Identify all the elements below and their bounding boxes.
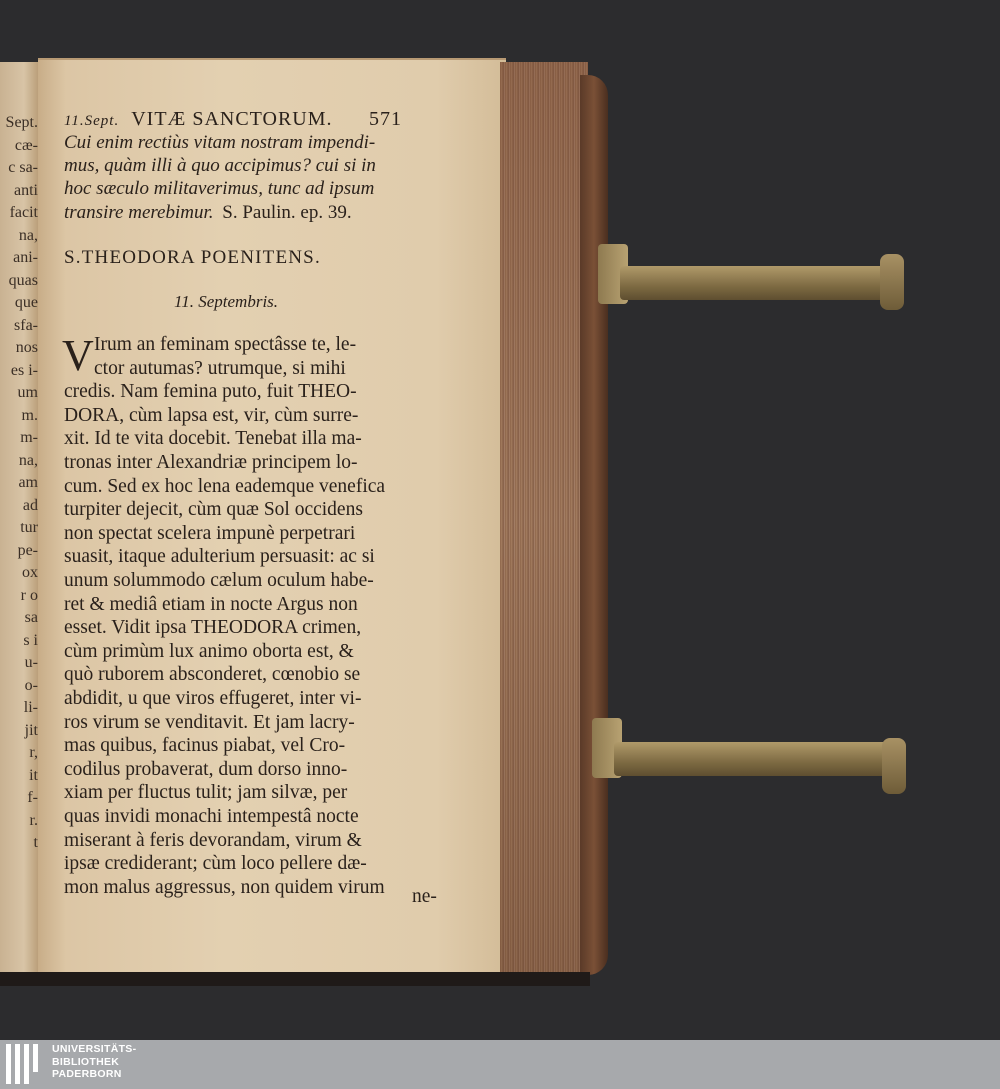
previous-page-fragment: Sept. (5, 114, 38, 131)
page-number: 571 (369, 108, 402, 130)
body-line: xit. Id te vita docebit. Tenebat illa ma- (64, 428, 362, 450)
page-edge-shading (500, 62, 588, 980)
previous-page-fragment: f- (27, 789, 38, 806)
body-line: quas invidi monachi intempestâ nocte (64, 806, 359, 827)
previous-page-fragment: ox (22, 564, 38, 581)
upper-clasp-end (880, 254, 904, 310)
body-line: suasit, itaque adulterium persuasit: ac si (64, 546, 375, 568)
body-line: DORA, cùm lapsa est, vir, cùm surre- (64, 404, 359, 426)
library-footer (0, 1040, 1000, 1089)
previous-page-fragment: t (33, 834, 38, 851)
body-line: unum solummodo cælum oculum habe- (64, 570, 374, 591)
body-line: xiam per fluctus tulit; jam silvæ, per (64, 782, 348, 804)
previous-page-fragment: na, (18, 451, 38, 469)
previous-page-fragment: facit (9, 204, 38, 221)
previous-page-text-fragments (0, 112, 38, 855)
quote-source: S. Paulin. ep. 39. (222, 202, 352, 223)
previous-page-fragment: quas (8, 271, 38, 289)
previous-page-fragment: cæ- (14, 136, 38, 154)
lower-clasp-end (882, 738, 906, 794)
upper-clasp (620, 266, 890, 300)
body-line: esset. Vidit ipsa THEODORA crimen, (64, 617, 362, 639)
book-cover-bottom (0, 972, 590, 986)
previous-page-fragment: li- (23, 699, 38, 716)
body-line: ret & mediâ etiam in nocte Argus non (64, 593, 358, 615)
previous-page-fragment: anti (14, 181, 38, 199)
previous-page-fragment: es i- (10, 361, 38, 379)
previous-page-fragment: ani- (13, 249, 38, 266)
library-name (52, 1043, 136, 1081)
body-line: cum. Sed ex hoc lena eademque venefica (64, 475, 386, 497)
quote-line: Cui enim rectiùs vitam nostram impendi- (64, 132, 376, 153)
previous-page-fragment: na, (18, 226, 38, 244)
body-line: ipsæ crediderant; cùm loco pellere dæ- (64, 853, 367, 875)
library-logo-icon (6, 1044, 44, 1084)
body-line: mon malus aggressus, non quidem virum (64, 876, 385, 898)
lower-clasp (614, 742, 892, 776)
quote-line: transire merebimur. (64, 202, 214, 223)
body-line: non spectat scelera impunè perpetrari (64, 522, 356, 544)
previous-page-edge (0, 62, 40, 972)
previous-page-fragment: am (18, 474, 38, 491)
previous-page-fragment: que (14, 294, 38, 311)
previous-page-fragment: sfa- (14, 316, 38, 334)
book-cover-fore-edge (580, 75, 608, 975)
previous-page-fragment: r, (29, 744, 38, 761)
body-line: ctor autumas? utrumque, si mihi (94, 357, 346, 379)
quote-line: hoc sæculo militaverimus, tunc ad ipsum (64, 178, 375, 199)
quote-line: mus, quàm illi à quo accipimus? cui si in (64, 155, 376, 176)
body-line: abdidit, u que viros effugeret, inter vi- (64, 688, 362, 709)
previous-page-fragment: m. (21, 406, 38, 424)
previous-page-fragment: o- (24, 676, 38, 694)
previous-page-fragment: ad (22, 496, 38, 514)
body-line: tronas inter Alexandriæ principem lo- (64, 452, 358, 473)
body-line: Irum an feminam spectâsse te, le- (94, 334, 357, 355)
previous-page-fragment: c sa- (8, 159, 38, 176)
running-header (64, 108, 402, 131)
previous-page-fragment: tur (20, 519, 38, 536)
previous-page-fragment: sa (24, 609, 38, 626)
body-line: quò ruborem absconderet, cœnobio se (64, 664, 361, 686)
catchword: ne- (412, 886, 437, 907)
library-name-line: PADERBORN (52, 1068, 122, 1080)
previous-page-fragment: m- (20, 429, 38, 446)
saint-title: S.THEODORA POENITENS. (64, 247, 321, 268)
body-line: codilus probaverat, dum dorso inno- (64, 758, 348, 780)
library-name-line: UNIVERSITÄTS- (52, 1043, 137, 1055)
drop-cap: V (62, 331, 94, 380)
body-line: miserant à feris devorandam, virum & (64, 829, 362, 851)
feast-date: 11. Septembris. (174, 292, 279, 311)
previous-page-fragment: jit (24, 721, 38, 739)
previous-page-fragment: um (17, 384, 38, 401)
previous-page-fragment: nos (15, 339, 38, 356)
library-name-line: BIBLIOTHEK (52, 1055, 120, 1068)
body-line: turpiter dejecit, cùm quæ Sol occidens (64, 499, 363, 521)
body-line: credis. Nam femina puto, fuit THEO- (64, 381, 357, 403)
previous-page-fragment: pe- (17, 541, 38, 559)
header-date: 11.Sept. (64, 113, 120, 129)
header-title: VITÆ SANCTORUM. (131, 108, 333, 130)
previous-page-fragment: r o (20, 586, 38, 604)
body-line: ros virum se venditavit. Et jam lacry- (64, 711, 355, 733)
body-line: mas quibus, facinus piabat, vel Cro- (64, 735, 346, 757)
previous-page-fragment: s i (23, 631, 38, 649)
previous-page-fragment: r. (29, 811, 38, 829)
body-line: cùm primùm lux animo oborta est, & (64, 640, 354, 662)
previous-page-fragment: u- (24, 654, 38, 671)
previous-page-fragment: it (29, 766, 38, 784)
